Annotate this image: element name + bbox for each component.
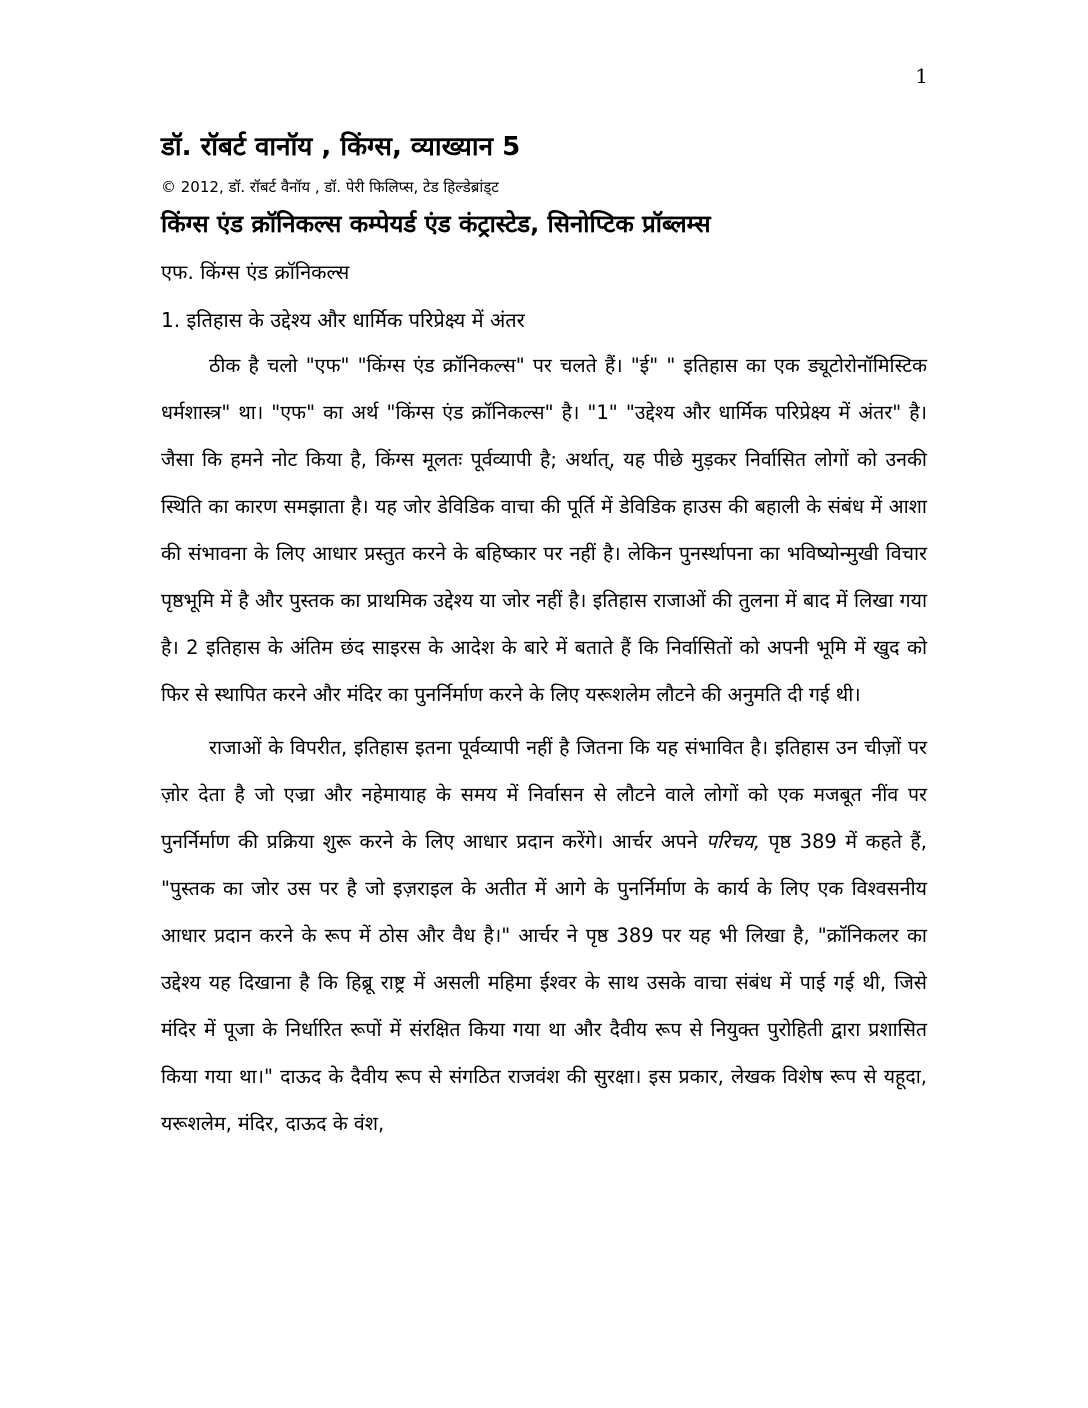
lecture-subtitle: किंग्स एंड क्रॉनिकल्स कम्पेयर्ड एंड कंट्रास्टेड, सिनोप्टिक प्रॉब्लम्स	[161, 210, 711, 238]
section-heading: एफ. किंग्स एंड क्रॉनिकल्स	[161, 260, 350, 284]
page-content	[161, 126, 927, 1147]
paragraph-2-text-end: पृष्ठ 389 में कहते हैं, "पुस्तक का जोर उस पर है जो इज़राइल के अतीत में आगे के पुनर्निर्माण के कार्य के लिए एक विश्वसनीय आधार प्रदान करने के रूप में ठोस और वैध है।" आर्चर ने पृष्ठ 389 पर यह भी लिखा है, "क्रॉनिकलर का उद्देश्य यह दिखाना है कि हिब्रू राष्ट्र में असली महिमा ईश्वर के साथ उसके वाचा संबंध में पाई गई थी, जिसे मंदिर में पूजा के निर्धारित रूपों में संरक्षित किया गया था और दैवीय रूप से नियुक्त पुरोहिती द्वारा प्रशासित किया गया था।" दाऊद के दैवीय रूप से संगठित राजवंश की सुरक्षा। इस प्रकार, लेखक विशेष रूप से यहूदा, यरूशलेम, मंदिर, दाऊद के वंश,	[161, 830, 927, 1135]
paragraph-2-text-start: राजाओं के विपरीत, इतिहास इतना पूर्वव्यापी नहीं है जितना कि यह संभावित है। इतिहास उन चीज़ों पर ज़ोर देता है जो एज्रा और नहेमायाह के समय में निर्वासन से लौटने वाले लोगों को एक मजबूत नींव पर पुनर्निर्माण की प्रक्रिया शुरू करने के लिए आधार प्रदान करेंगे। आर्चर अपने	[161, 736, 927, 853]
copyright-line: © 2012, डॉ. रॉबर्ट वैनॉय , डॉ. पेरी फिलिप्स, टेड हिल्डेब्रांड्ट	[161, 178, 499, 196]
body-paragraph-1: ठीक है चलो "एफ" "किंग्स एंड क्रॉनिकल्स" पर चलते हैं। "ई" " इतिहास का एक ड्यूटोरोनॉमिस्टिक धर्मशास्त्र" था। "एफ" का अर्थ "किंग्स एंड क्रॉनिकल्स" है। "1" "उद्देश्य और धार्मिक परिप्रेक्ष्य में अंतर" है। जैसा कि हमने नोट किया है, किंग्स मूलतः पूर्वव्यापी है; अर्थात्, यह पीछे मुड़कर निर्वासित लोगों को उनकी स्थिति का कारण समझाता है। यह जोर डेविडिक वाचा की पूर्ति में डेविडिक हाउस की बहाली के संबंध में आशा की संभावना के लिए आधार प्रस्तुत करने के बहिष्कार पर नहीं है। लेकिन पुनर्स्थापना का भविष्योन्मुखी विचार पृष्ठभूमि में है और पुस्तक का प्राथमिक उद्देश्य या जोर नहीं है। इतिहास राजाओं की तुलना में बाद में लिखा गया है। 2 इतिहास के अंतिम छंद साइरस के आदेश के बारे में बताते हैं कि निर्वासितों को अपनी भूमि में खुद को फिर से स्थापित करने और मंदिर का पुनर्निर्माण करने के लिए यरूशलेम लौटने की अनुमति दी गई थी।	[161, 354, 927, 706]
book-title-introduction: परिचय,	[706, 830, 761, 853]
subsection-heading: 1. इतिहास के उद्देश्य और धार्मिक परिप्रेक्ष्य में अंतर	[161, 308, 525, 332]
page-number: 1	[915, 64, 928, 88]
lecture-title: डॉ. रॉबर्ट वानॉय , किंग्स, व्याख्यान 5	[161, 132, 521, 162]
body-paragraph-2	[161, 724, 927, 1147]
